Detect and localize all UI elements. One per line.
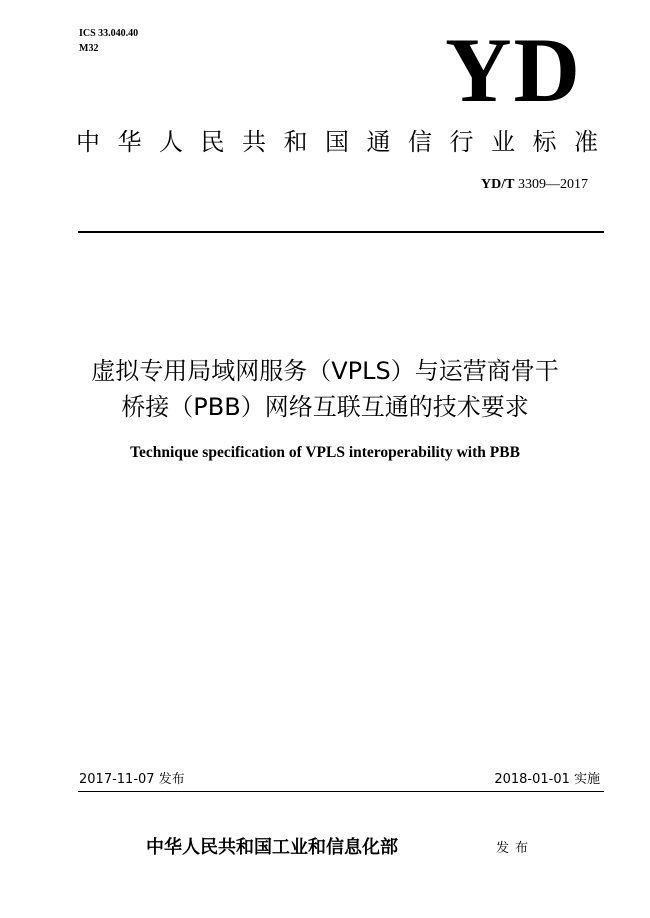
chinese-title <box>40 353 610 425</box>
chinese-title-line-2: 桥接（PBB）网络互联互通的技术要求 <box>121 393 529 421</box>
classification-code: M32 <box>79 43 99 54</box>
english-title: Technique specification of VPLS interoperability with PBB <box>130 444 520 461</box>
publish-date: 2017-11-07 发布 <box>79 772 185 787</box>
effective-date: 2018-01-01 实施 <box>494 772 600 787</box>
chinese-title-line-1: 虚拟专用局域网服务（VPLS）与运营商骨干 <box>91 357 559 385</box>
yd-logo: YD <box>445 19 582 121</box>
standard-number-value: 3309—2017 <box>518 177 588 192</box>
top-divider <box>78 231 604 233</box>
issue-label: 发布 <box>496 841 535 856</box>
standard-category-title: 中华人民共和国通信行业标准 <box>76 128 616 156</box>
standard-number <box>481 176 588 194</box>
ics-code: ICS 33.040.40 <box>79 28 139 39</box>
bottom-divider <box>78 791 604 792</box>
issuing-authority: 中华人民共和国工业和信息化部 <box>146 837 398 858</box>
standard-number-prefix: YD/T <box>481 177 515 192</box>
